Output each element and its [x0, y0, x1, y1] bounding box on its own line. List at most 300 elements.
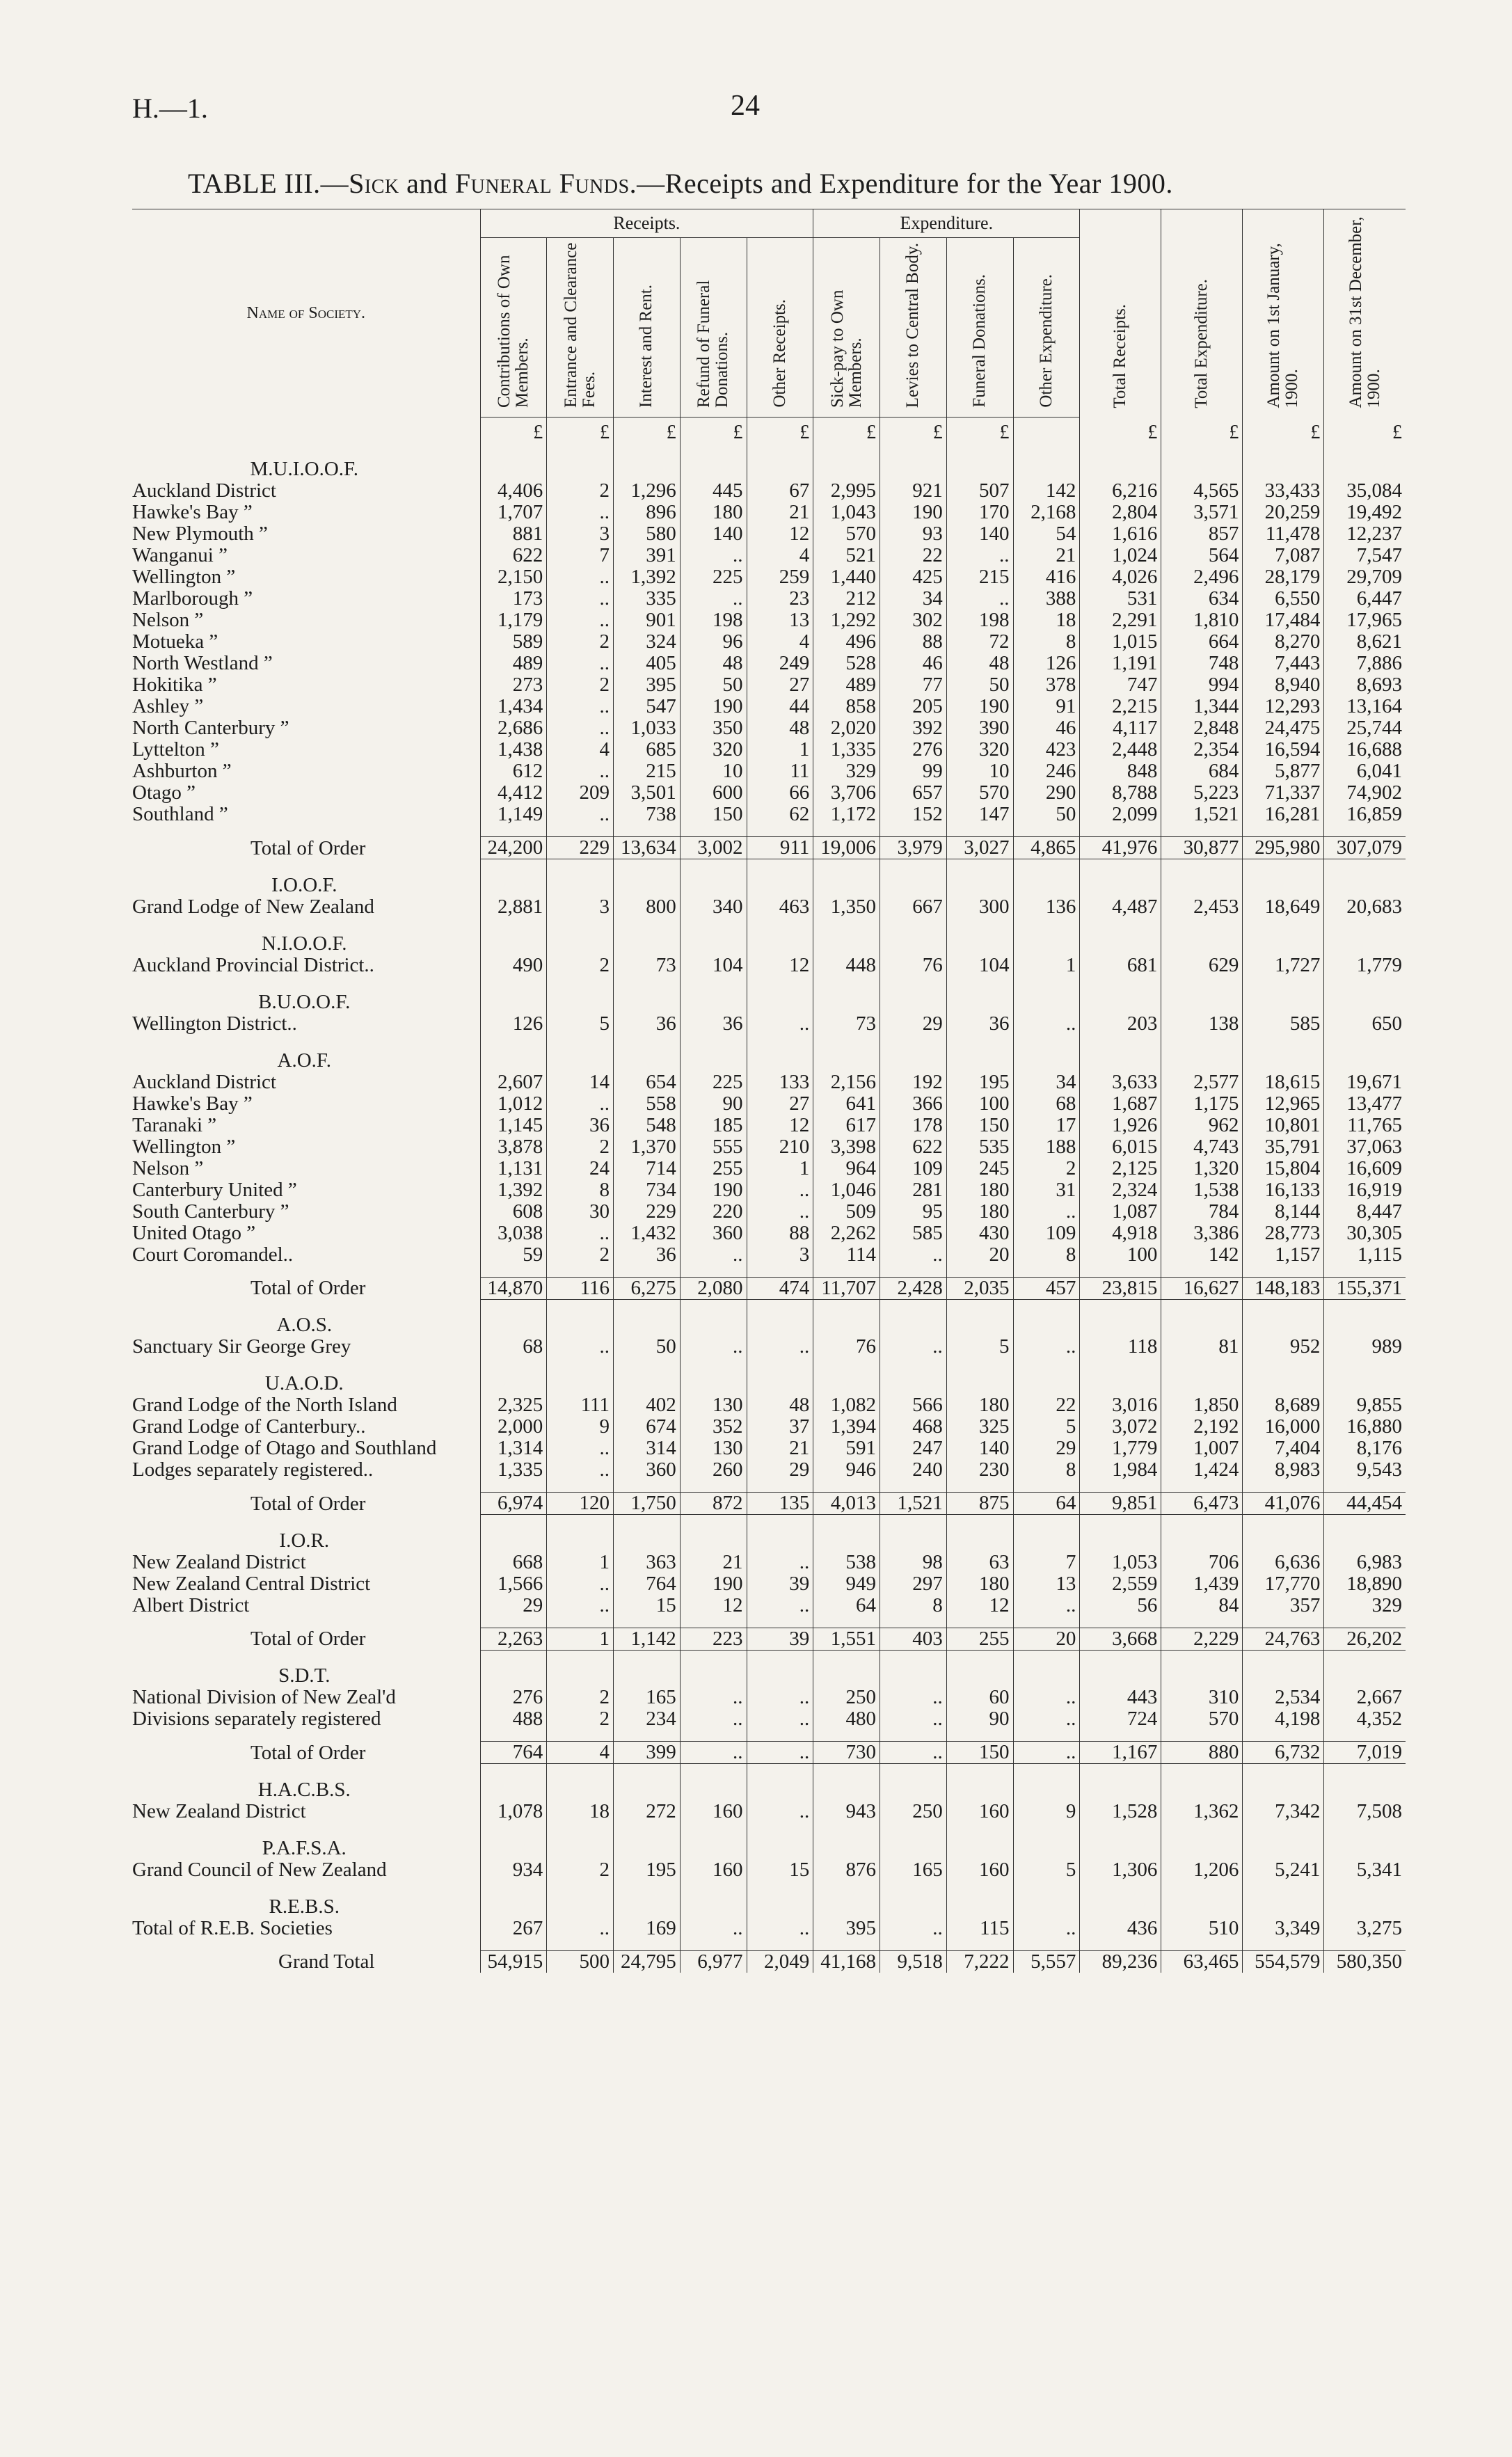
empty-cell — [1324, 1730, 1406, 1742]
value-cell: 260 — [680, 1459, 747, 1481]
value-cell: 1,344 — [1161, 696, 1243, 717]
value-cell: 56 — [1080, 1595, 1161, 1616]
empty-cell — [480, 1822, 547, 1859]
value-cell: .. — [880, 1336, 947, 1358]
society-name-text: Nelson ” — [132, 610, 204, 631]
empty-cell — [680, 825, 747, 837]
value-cell: 6,015 — [1080, 1136, 1161, 1158]
value-cell: .. — [547, 1918, 614, 1939]
value-cell: 20,683 — [1324, 896, 1406, 918]
value-cell: 674 — [614, 1416, 681, 1438]
society-name — [132, 1552, 480, 1573]
empty-cell — [946, 918, 1013, 955]
empty-cell — [813, 1616, 880, 1628]
value-cell: 22 — [880, 545, 947, 566]
empty-cell — [480, 443, 547, 480]
value-cell: 310 — [1161, 1687, 1243, 1708]
value-cell: 12 — [946, 1595, 1013, 1616]
value-cell: 84 — [1161, 1595, 1243, 1616]
empty-cell — [880, 918, 947, 955]
value-cell: 10 — [680, 761, 747, 782]
value-cell: 1,015 — [1080, 631, 1161, 653]
value-cell: .. — [547, 566, 614, 588]
empty-cell — [880, 1035, 947, 1072]
table-row — [132, 674, 1406, 696]
value-cell: 784 — [1161, 1201, 1243, 1223]
value-cell: 180 — [946, 1179, 1013, 1201]
total-cell: .. — [747, 1742, 813, 1764]
value-cell: 1,172 — [813, 804, 880, 825]
society-name — [132, 502, 480, 523]
value-cell: 88 — [880, 631, 947, 653]
value-cell: 30 — [547, 1201, 614, 1223]
value-cell: 8,621 — [1324, 631, 1406, 653]
value-cell: .. — [747, 1013, 813, 1035]
value-cell: 324 — [614, 631, 681, 653]
value-cell: 8,983 — [1243, 1459, 1324, 1481]
value-cell: 35,084 — [1324, 480, 1406, 502]
empty-cell — [547, 1481, 614, 1493]
spacer-row — [132, 1481, 1406, 1493]
total-cell: 2,263 — [480, 1628, 547, 1650]
empty-cell — [880, 1881, 947, 1918]
empty-cell — [813, 825, 880, 837]
value-cell: 1,053 — [1080, 1552, 1161, 1573]
total-cell: 911 — [747, 837, 813, 859]
empty-cell — [547, 859, 614, 896]
value-cell: 5 — [547, 1013, 614, 1035]
society-name — [132, 837, 480, 859]
value-cell: 300 — [946, 896, 1013, 918]
spacer — [132, 1266, 480, 1278]
value-cell: 91 — [1013, 696, 1080, 717]
empty-cell — [813, 918, 880, 955]
value-cell: 210 — [747, 1136, 813, 1158]
empty-cell — [946, 1299, 1013, 1336]
empty-cell — [680, 1881, 747, 1918]
value-cell: 190 — [946, 696, 1013, 717]
total-cell: 229 — [547, 837, 614, 859]
value-cell: 2 — [547, 955, 614, 976]
value-cell: 570 — [946, 782, 1013, 804]
value-cell: 16,688 — [1324, 739, 1406, 761]
value-cell: 160 — [680, 1859, 747, 1881]
value-cell: 5 — [946, 1336, 1013, 1358]
total-cell: 23,815 — [1080, 1277, 1161, 1299]
value-cell: 2,262 — [813, 1223, 880, 1244]
empty-cell — [1013, 1764, 1080, 1801]
value-cell: 2 — [1013, 1158, 1080, 1179]
value-cell: 714 — [614, 1158, 681, 1179]
value-cell: 8,940 — [1243, 674, 1324, 696]
unit-symbol: £ — [480, 418, 547, 444]
society-name — [132, 1223, 480, 1244]
value-cell: 4,487 — [1080, 896, 1161, 918]
empty-cell — [813, 1481, 880, 1493]
empty-cell — [547, 1764, 614, 1801]
empty-cell — [1324, 1035, 1406, 1072]
value-cell: 11,765 — [1324, 1115, 1406, 1136]
value-cell: 350 — [680, 717, 747, 739]
title-and: and — [399, 168, 455, 199]
value-cell: 46 — [880, 653, 947, 674]
order-heading-row — [132, 1881, 1406, 1918]
value-cell: 3,706 — [813, 782, 880, 804]
value-cell: .. — [1013, 1201, 1080, 1223]
value-cell: 2 — [547, 1244, 614, 1266]
value-cell: 617 — [813, 1115, 880, 1136]
value-cell: 39 — [747, 1573, 813, 1595]
empty-cell — [1243, 1730, 1324, 1742]
col-header-sick-pay: Sick-pay to Own Members. — [813, 238, 880, 418]
order-heading: A.O.S. — [276, 1314, 333, 1336]
society-name-text: Nelson ” — [132, 1157, 204, 1179]
value-cell: 480 — [813, 1708, 880, 1730]
value-cell: 357 — [1243, 1595, 1324, 1616]
empty-cell — [1080, 976, 1161, 1013]
value-cell: 276 — [880, 739, 947, 761]
value-cell: 2 — [547, 1859, 614, 1881]
empty-cell — [614, 1650, 681, 1687]
value-cell: 114 — [813, 1244, 880, 1266]
society-name-text: New Plymouth ” — [132, 523, 268, 545]
empty-cell — [1013, 1939, 1080, 1951]
value-cell: 16,281 — [1243, 804, 1324, 825]
value-cell: 1,392 — [614, 566, 681, 588]
empty-cell — [813, 1650, 880, 1687]
spacer-row — [132, 1939, 1406, 1951]
order-heading: R.E.B.S. — [269, 1895, 340, 1918]
society-name — [132, 1244, 480, 1266]
value-cell: 570 — [813, 523, 880, 545]
society-name-text: Grand Total — [278, 1950, 375, 1973]
society-name-text: Total of Order — [250, 1741, 366, 1764]
value-cell: 13,477 — [1324, 1093, 1406, 1115]
society-name — [132, 1416, 480, 1438]
value-cell: 934 — [480, 1859, 547, 1881]
value-cell: 3,571 — [1161, 502, 1243, 523]
value-cell: 764 — [614, 1573, 681, 1595]
empty-cell — [547, 1616, 614, 1628]
total-cell: .. — [880, 1742, 947, 1764]
table-row — [132, 502, 1406, 523]
value-cell: 6,550 — [1243, 588, 1324, 610]
value-cell: 949 — [813, 1573, 880, 1595]
value-cell: 390 — [946, 717, 1013, 739]
value-cell: .. — [747, 1552, 813, 1573]
society-name-text: Wellington ” — [132, 1136, 236, 1158]
value-cell: 180 — [680, 502, 747, 523]
value-cell: 100 — [946, 1093, 1013, 1115]
value-cell: 16,859 — [1324, 804, 1406, 825]
value-cell: .. — [547, 696, 614, 717]
spacer — [132, 1730, 480, 1742]
value-cell: 901 — [614, 610, 681, 631]
empty-cell — [547, 1266, 614, 1278]
empty-cell — [614, 825, 681, 837]
value-cell: 1,175 — [1161, 1093, 1243, 1115]
empty-cell — [1243, 1035, 1324, 1072]
grand-total-cell: 24,795 — [614, 1950, 681, 1973]
value-cell: 448 — [813, 955, 880, 976]
value-cell: 335 — [614, 588, 681, 610]
table-row — [132, 1394, 1406, 1416]
table-row — [132, 1223, 1406, 1244]
value-cell: 964 — [813, 1158, 880, 1179]
order-heading: M.U.I.O.O.F. — [250, 458, 359, 480]
empty-cell — [946, 1266, 1013, 1278]
empty-cell — [1243, 918, 1324, 955]
value-cell: 1,432 — [614, 1223, 681, 1244]
empty-cell — [680, 918, 747, 955]
value-cell: 267 — [480, 1918, 547, 1939]
value-cell: 608 — [480, 1201, 547, 1223]
col-header-total-expenditure: Total Expenditure. — [1161, 209, 1243, 418]
table-row — [132, 1595, 1406, 1616]
society-name-text: New Zealand Central District — [132, 1573, 371, 1595]
order-heading: I.O.R. — [279, 1529, 330, 1552]
value-cell: 3,878 — [480, 1136, 547, 1158]
value-cell: .. — [547, 1093, 614, 1115]
value-cell: 198 — [946, 610, 1013, 631]
empty-cell — [946, 1730, 1013, 1742]
table-row — [132, 1573, 1406, 1595]
value-cell: 1,850 — [1161, 1394, 1243, 1416]
table-row — [132, 804, 1406, 825]
value-cell: 160 — [680, 1801, 747, 1822]
value-cell: 7,404 — [1243, 1438, 1324, 1459]
value-cell: 734 — [614, 1179, 681, 1201]
value-cell: 185 — [680, 1115, 747, 1136]
value-cell: 1,350 — [813, 896, 880, 918]
empty-cell — [614, 918, 681, 955]
value-cell: 1,306 — [1080, 1859, 1161, 1881]
empty-cell — [614, 1764, 681, 1801]
society-name-text: Motueka ” — [132, 631, 218, 653]
society-name — [132, 674, 480, 696]
value-cell: 7,087 — [1243, 545, 1324, 566]
value-cell: 2,125 — [1080, 1158, 1161, 1179]
title-funeral: Funeral — [454, 168, 552, 199]
value-cell: .. — [680, 545, 747, 566]
empty-cell — [813, 976, 880, 1013]
table-row — [132, 1438, 1406, 1459]
value-cell: 943 — [813, 1801, 880, 1822]
value-cell: 1,362 — [1161, 1801, 1243, 1822]
value-cell: .. — [547, 717, 614, 739]
value-cell: 205 — [880, 696, 947, 717]
total-cell: 4,013 — [813, 1493, 880, 1515]
grand-total-cell: 7,222 — [946, 1950, 1013, 1973]
value-cell: 302 — [880, 610, 947, 631]
value-cell: 1,424 — [1161, 1459, 1243, 1481]
value-cell: .. — [547, 761, 614, 782]
order-heading: P.A.F.S.A. — [262, 1836, 347, 1859]
value-cell: 81 — [1161, 1336, 1243, 1358]
empty-cell — [813, 1822, 880, 1859]
value-cell: .. — [880, 1244, 947, 1266]
value-cell: 133 — [747, 1072, 813, 1093]
empty-cell — [1080, 1650, 1161, 1687]
empty-cell — [1013, 1822, 1080, 1859]
value-cell: 2,577 — [1161, 1072, 1243, 1093]
value-cell: 77 — [880, 674, 947, 696]
empty-cell — [1161, 1822, 1243, 1859]
value-cell: 7,886 — [1324, 653, 1406, 674]
value-cell: 11 — [747, 761, 813, 782]
empty-cell — [1324, 1764, 1406, 1801]
value-cell: 173 — [480, 588, 547, 610]
empty-cell — [480, 1650, 547, 1687]
value-cell: 416 — [1013, 566, 1080, 588]
total-of-order-row — [132, 1277, 1406, 1299]
empty-cell — [1243, 1515, 1324, 1552]
empty-cell — [680, 1764, 747, 1801]
value-cell: 142 — [1161, 1244, 1243, 1266]
empty-cell — [946, 825, 1013, 837]
society-name — [132, 1072, 480, 1093]
value-cell: 1,206 — [1161, 1859, 1243, 1881]
empty-cell — [1080, 825, 1161, 837]
value-cell: 1,687 — [1080, 1093, 1161, 1115]
value-cell: 109 — [880, 1158, 947, 1179]
value-cell: 4,406 — [480, 480, 547, 502]
value-cell: 667 — [880, 896, 947, 918]
empty-cell — [747, 1764, 813, 1801]
col-header-other-receipts: Other Receipts. — [747, 238, 813, 418]
table-row — [132, 523, 1406, 545]
value-cell: 1,538 — [1161, 1179, 1243, 1201]
page-number: 24 — [731, 90, 760, 122]
society-name — [132, 1336, 480, 1358]
empty-cell — [813, 1939, 880, 1951]
empty-cell — [1080, 1299, 1161, 1336]
empty-cell — [614, 1299, 681, 1336]
value-cell: 150 — [680, 804, 747, 825]
empty-cell — [880, 1481, 947, 1493]
value-cell: 2,881 — [480, 896, 547, 918]
value-cell: 34 — [880, 588, 947, 610]
empty-cell — [614, 1822, 681, 1859]
total-cell: 6,275 — [614, 1277, 681, 1299]
spacer-row — [132, 1616, 1406, 1628]
order-heading-row — [132, 976, 1406, 1013]
empty-cell — [747, 1266, 813, 1278]
empty-cell — [1080, 1939, 1161, 1951]
empty-cell — [1324, 1650, 1406, 1687]
value-cell: 989 — [1324, 1336, 1406, 1358]
value-cell: .. — [880, 1918, 947, 1939]
total-cell: 255 — [946, 1628, 1013, 1650]
value-cell: 3,072 — [1080, 1416, 1161, 1438]
value-cell: 180 — [946, 1201, 1013, 1223]
empty-cell — [480, 1035, 547, 1072]
spacer-row — [132, 825, 1406, 837]
value-cell: 249 — [747, 653, 813, 674]
value-cell: 27 — [747, 1093, 813, 1115]
total-cell: 1,750 — [614, 1493, 681, 1515]
empty-cell — [747, 1481, 813, 1493]
value-cell: 240 — [880, 1459, 947, 1481]
value-cell: 220 — [680, 1201, 747, 1223]
society-name — [132, 1918, 480, 1939]
col-header-other-expenditure: Other Expenditure. — [1013, 238, 1080, 418]
value-cell: 22 — [1013, 1394, 1080, 1416]
value-cell: 2,325 — [480, 1394, 547, 1416]
society-name — [132, 717, 480, 739]
value-cell: 140 — [946, 1438, 1013, 1459]
value-cell: .. — [1013, 1687, 1080, 1708]
empty-cell — [680, 1730, 747, 1742]
value-cell: 2,496 — [1161, 566, 1243, 588]
value-cell: 16,133 — [1243, 1179, 1324, 1201]
value-cell: 24 — [547, 1158, 614, 1179]
value-cell: 1,394 — [813, 1416, 880, 1438]
empty-cell — [1161, 443, 1243, 480]
value-cell: 2,291 — [1080, 610, 1161, 631]
empty-cell — [747, 1035, 813, 1072]
value-cell: 18,649 — [1243, 896, 1324, 918]
society-name-text: Total of Order — [250, 1277, 366, 1299]
society-name — [132, 1950, 480, 1973]
value-cell: 3,038 — [480, 1223, 547, 1244]
empty-cell — [813, 1358, 880, 1394]
value-cell: .. — [747, 1708, 813, 1730]
empty-cell — [480, 1515, 547, 1552]
empty-cell — [1080, 1764, 1161, 1801]
value-cell: .. — [946, 588, 1013, 610]
society-name — [132, 1859, 480, 1881]
total-cell: 307,079 — [1324, 837, 1406, 859]
col-header-entrance-fees: Entrance and Clearance Fees. — [547, 238, 614, 418]
empty-cell — [1161, 1939, 1243, 1951]
empty-cell — [480, 825, 547, 837]
value-cell: 1,370 — [614, 1136, 681, 1158]
society-name-text: Otago ” — [132, 782, 196, 804]
value-cell: 297 — [880, 1573, 947, 1595]
value-cell: 246 — [1013, 761, 1080, 782]
value-cell: 2,099 — [1080, 804, 1161, 825]
value-cell: 1,727 — [1243, 955, 1324, 976]
value-cell: .. — [680, 1244, 747, 1266]
value-cell: 1,296 — [614, 480, 681, 502]
value-cell: 946 — [813, 1459, 880, 1481]
value-cell: 73 — [614, 955, 681, 976]
empty-cell — [1013, 825, 1080, 837]
grand-total-cell: 500 — [547, 1950, 614, 1973]
value-cell: 99 — [880, 761, 947, 782]
value-cell: 6,983 — [1324, 1552, 1406, 1573]
title-prefix: TABLE III.— — [188, 168, 349, 199]
total-cell: 120 — [547, 1493, 614, 1515]
value-cell: 921 — [880, 480, 947, 502]
society-name-text: Auckland Provincial District.. — [132, 954, 374, 976]
value-cell: 681 — [1080, 955, 1161, 976]
empty-cell — [1013, 859, 1080, 896]
value-cell: 4,352 — [1324, 1708, 1406, 1730]
table-row — [132, 1459, 1406, 1481]
spacer-row — [132, 1730, 1406, 1742]
value-cell: 1,984 — [1080, 1459, 1161, 1481]
value-cell: 111 — [547, 1394, 614, 1416]
total-of-order-row — [132, 1493, 1406, 1515]
value-cell: 9 — [547, 1416, 614, 1438]
empty-cell — [547, 1939, 614, 1951]
value-cell: 28,179 — [1243, 566, 1324, 588]
empty-cell — [747, 1822, 813, 1859]
value-cell: 76 — [813, 1336, 880, 1358]
value-cell: 33,433 — [1243, 480, 1324, 502]
